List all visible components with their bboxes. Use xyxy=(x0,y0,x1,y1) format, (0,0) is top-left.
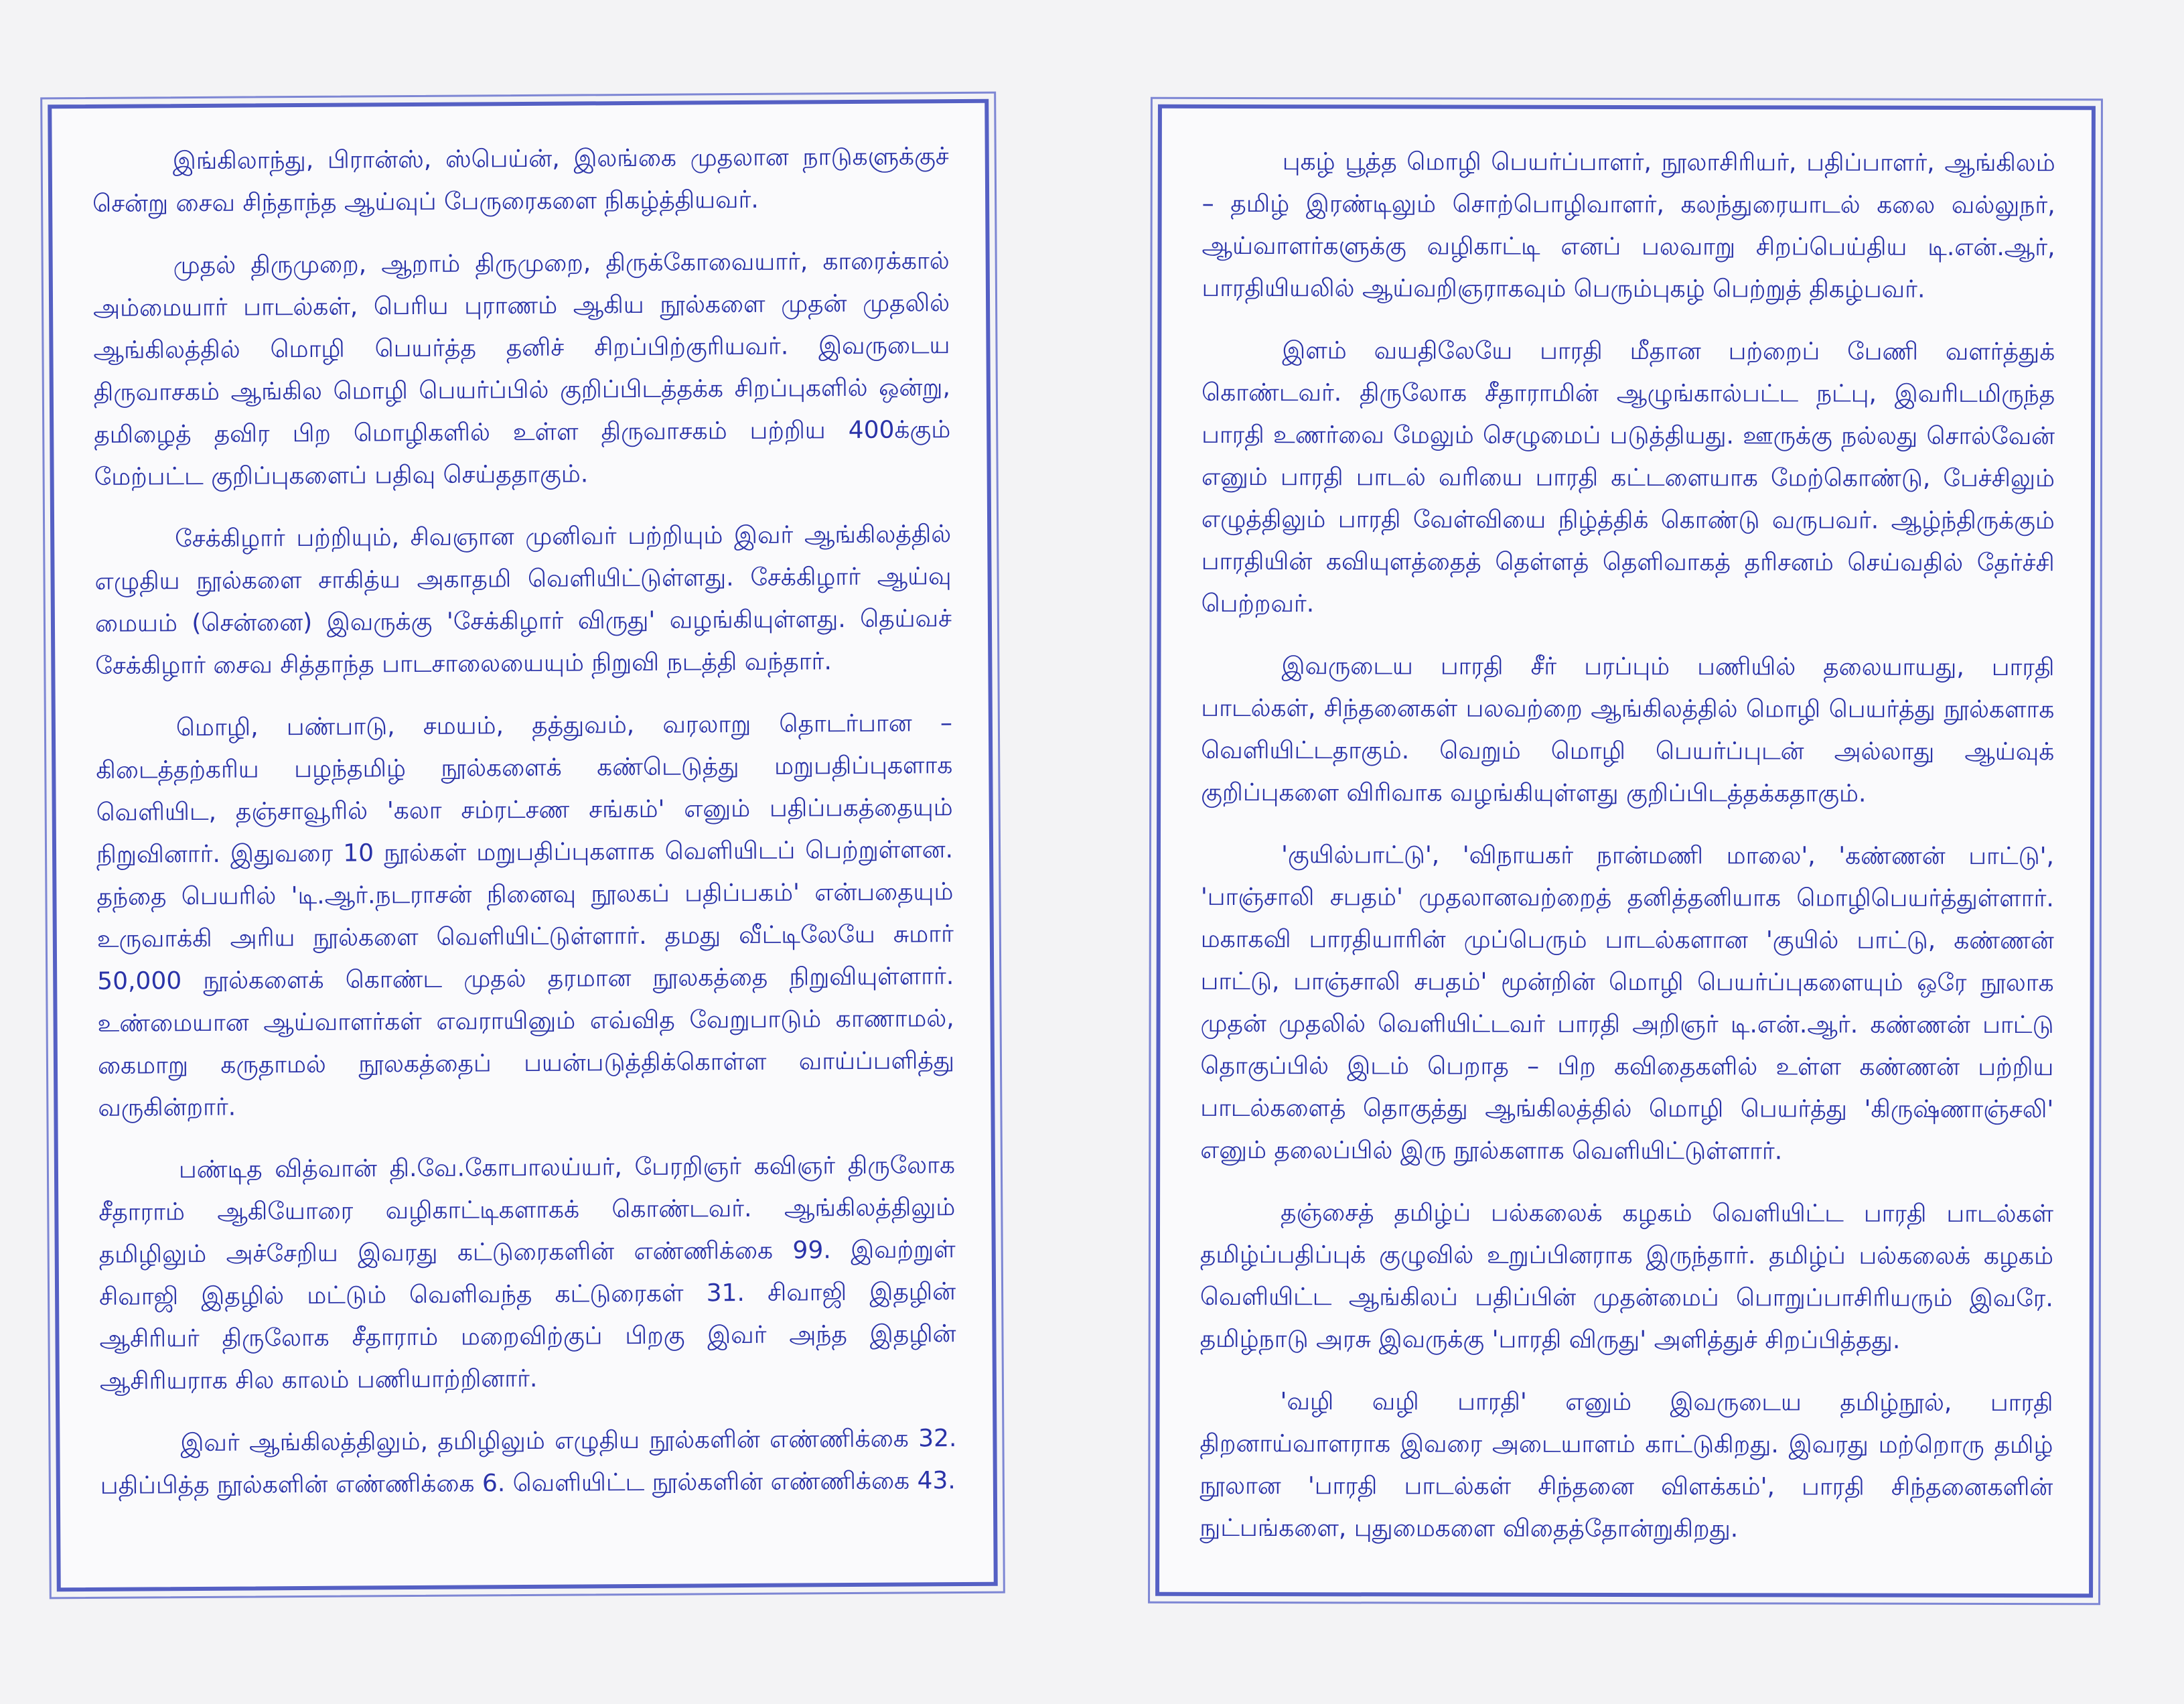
right-paragraph-5: தஞ்சைத் தமிழ்ப் பல்கலைக் கழகம் வெளியிட்ட பாரதி பாடல்கள் தமிழ்ப்பதிப்புக் குழுவில் உறுப்பினராக இருந்தார். தமிழ்ப் பல்கலைக் கழகம் வெளியிட்ட ஆங்கிலப் பதிப்பின் முதன்மைப் பொறுப்பாசிரியரும் இவரே. தமிழ்நாடு அரசு இவருக்கு 'பாரதி விருது' அளித்துச் சிறப்பித்தது. xyxy=(1199,1199,2054,1354)
right-paragraph-6: 'வழி வழி பாரதி' எனும் இவருடைய தமிழ்நூல், பாரதி திறனாய்வாளராக இவரை அடையாளம் காட்டுகிறது. இவரது மற்றொரு தமிழ் நூலான 'பாரதி பாடல்கள் சிந்தனை விளக்கம்', பாரதி சிந்தனைகளின் நுட்பங்களை, புதுமைகளை விதைத்தோன்றுகிறது. xyxy=(1199,1388,2053,1543)
left-paragraph-4: மொழி, பண்பாடு, சமயம், தத்துவம், வரலாறு தொடர்பான – கிடைத்தற்கரிய பழந்தமிழ் நூல்களைக் கண்டெடுத்து மறுபதிப்புகளாக வெளியிட, தஞ்சாவூரில் 'கலா சம்ரட்சண சங்கம்' எனும் பதிப்பகத்தையும் நிறுவினார். இதுவரை 10 நூல்கள் மறுபதிப்புகளாக வெளியிடப் பெற்றுள்ளன. தந்தை பெயரில் 'டி.ஆர்.நடராசன் நினைவு நூலகப் பதிப்பகம்' என்பதையும் உருவாக்கி அரிய நூல்களை வெளியிட்டுள்ளார். தமது வீட்டிலேயே சுமார் 50,000 நூல்களைக் கொண்ட முதல் தரமான நூலகத்தை நிறுவியுள்ளார். உண்மையான ஆய்வாளர்கள் எவராயினும் எவ்வித வேறுபாடும் காணாமல், கைமாறு கருதாமல் நூலகத்தைப் பயன்படுத்திக்கொள்ள வாய்ப்பளித்து வருகின்றார். xyxy=(96,709,955,1122)
right-paragraph-3: இவருடைய பாரதி சீர் பரப்பும் பணியில் தலையாயது, பாரதி பாடல்கள், சிந்தனைகள் பலவற்றை ஆங்கிலத்தில் மொழி பெயர்த்து நூல்களாக வெளியிட்டதாகும். வெறும் மொழி பெயர்ப்புடன் அல்லாது ஆய்வுக் குறிப்புகளை விரிவாக வழங்கியுள்ளது குறிப்பிடத்தக்கதாகும். xyxy=(1201,652,2055,808)
right-page xyxy=(1155,104,2096,1598)
left-paragraph-6: இவர் ஆங்கிலத்திலும், தமிழிலும் எழுதிய நூல்களின் எண்ணிக்கை 32. பதிப்பித்த நூல்களின் எண்ணிக்கை 6. வெளியிட்ட நூல்களின் எண்ணிக்கை 43. xyxy=(100,1425,957,1500)
left-page xyxy=(48,99,998,1592)
left-paragraph-2: முதல் திருமுறை, ஆறாம் திருமுறை, திருக்கோவையார், காரைக்கால் அம்மையார் பாடல்கள், பெரிய புராணம் ஆகிய நூல்களை முதன் முதலில் ஆங்கிலத்தில் மொழி பெயர்த்த தனிச் சிறப்பிற்குரியவர். இவருடைய திருவாசகம் ஆங்கில மொழி பெயர்ப்பில் குறிப்பிடத்தக்க சிறப்புகளில் ஒன்று, தமிழைத் தவிர பிற மொழிகளில் உள்ள திருவாசகம் பற்றிய 400க்கும் மேற்பட்ட குறிப்புகளைப் பதிவு செய்ததாகும். xyxy=(92,247,951,491)
left-paragraph-5: பண்டித வித்வான் தி.வே.கோபாலய்யர், பேரறிஞர் கவிஞர் திருலோக சீதாராம் ஆகியோரை வழிகாட்டிகளாகக் கொண்டவர். ஆங்கிலத்திலும் தமிழிலும் அச்சேறிய இவரது கட்டுரைகளின் எண்ணிக்கை 99. இவற்றுள் சிவாஜி இதழில் மட்டும் வெளிவந்த கட்டுரைகள் 31. சிவாஜி இதழின் ஆசிரியர் திருலோக சீதாராம் மறைவிற்குப் பிறகு இவர் அந்த இதழின் ஆசிரியராக சில காலம் பணியாற்றினார். xyxy=(98,1151,956,1395)
right-paragraph-2: இளம் வயதிலேயே பாரதி மீதான பற்றைப் பேணி வளர்த்துக் கொண்டவர். திருலோக சீதாராமின் ஆழுங்கால்பட்ட நட்பு, இவரிடமிருந்த பாரதி உணர்வை மேலும் செழுமைப் படுத்தியது. ஊருக்கு நல்லது சொல்வேன் எனும் பாரதி பாடல் வரியை பாரதி கட்டளையாக மேற்கொண்டு, பேச்சிலும் எழுத்திலும் பாரதி வேள்வியை நிழ்த்திக் கொண்டு வருபவர். ஆழ்ந்திருக்கும் பாரதியின் கவியுளத்தைத் தெள்ளத் தெளிவாகத் தரிசனம் செய்வதில் தேர்ச்சி பெற்றவர். xyxy=(1201,337,2055,618)
left-paragraph-1: இங்கிலாந்து, பிரான்ஸ், ஸ்பெய்ன், இலங்கை முதலான நாடுகளுக்குச் சென்று சைவ சிந்தாந்த ஆய்வுப் பேருரைகளை நிகழ்த்தியவர். xyxy=(92,143,949,218)
right-paragraph-1: புகழ் பூத்த மொழி பெயர்ப்பாளர், நூலாசிரியர், பதிப்பாளர், ஆங்கிலம் – தமிழ் இரண்டிலும் சொற்பொழிவாளர், கலந்துரையாடல் கலை வல்லுநர், ஆய்வாளர்களுக்கு வழிகாட்டி எனப் பலவாறு சிறப்பெய்திய டி.என்.ஆர், பாரதியியலில் ஆய்வறிஞராகவும் பெரும்புகழ் பெற்றுத் திகழ்பவர். xyxy=(1202,148,2055,303)
right-paragraph-4: 'குயில்பாட்டு', 'விநாயகர் நான்மணி மாலை', 'கண்ணன் பாட்டு', 'பாஞ்சாலி சபதம்' முதலானவற்றைத் தனித்தனியாக மொழிபெயர்த்துள்ளார். மகாகவி பாரதியாரின் முப்பெரும் பாடல்களான 'குயில் பாட்டு, கண்ணன் பாட்டு, பாஞ்சாலி சபதம்' மூன்றின் மொழி பெயர்ப்புகளையும் ஒரே நூலாக முதன் முதலில் வெளியிட்டவர் பாரதி அறிஞர் டி.என்.ஆர். கண்ணன் பாட்டு தொகுப்பில் இடம் பெறாத – பிற கவிதைகளில் உள்ள கண்ணன் பற்றிய பாடல்களைத் தொகுத்து ஆங்கிலத்தில் மொழி பெயர்த்து 'கிருஷ்ணாஞ்சலி' எனும் தலைப்பில் இரு நூல்களாக வெளியிட்டுள்ளார். xyxy=(1200,841,2055,1165)
left-paragraph-3: சேக்கிழார் பற்றியும், சிவஞான முனிவர் பற்றியும் இவர் ஆங்கிலத்தில் எழுதிய நூல்களை சாகித்ய அகாதமி வெளியிட்டுள்ளது. சேக்கிழார் ஆய்வு மையம் (சென்னை) இவருக்கு 'சேக்கிழார் விருது' வழங்கியுள்ளது. தெய்வச் சேக்கிழார் சைவ சித்தாந்த பாடசாலையையும் நிறுவி நடத்தி வந்தார். xyxy=(94,520,952,680)
